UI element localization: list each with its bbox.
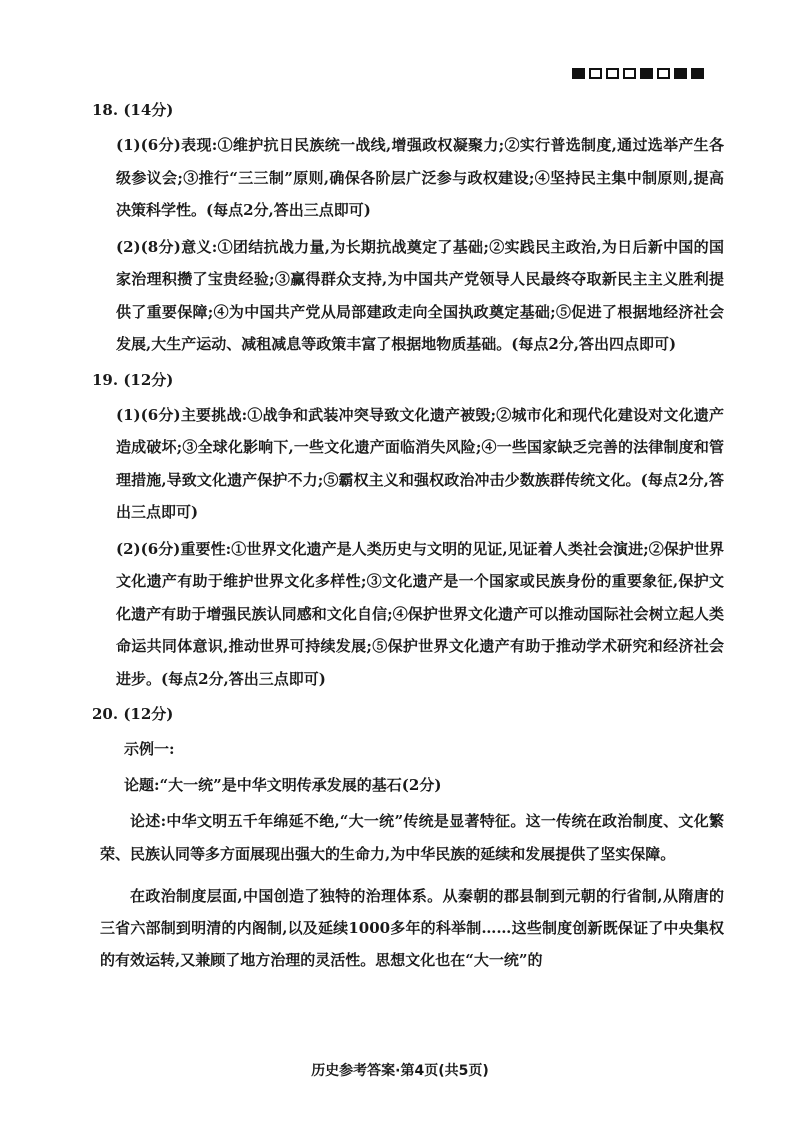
mark-1 <box>572 68 585 79</box>
q18-title: 18. (14分) <box>92 101 174 119</box>
q20-title: 20. (12分) <box>92 705 174 723</box>
mark-2 <box>589 68 602 79</box>
mark-6 <box>657 68 670 79</box>
mark-4 <box>623 68 636 79</box>
q18-part1: (1)(6分)表现:①维护抗日民族统一战线,增强政权凝聚力;②实行普选制度,通过选举产生各级参议会;③推行“三三制”原则,确保各阶层广泛参与政权建设;④坚持民主集中制原则,提高决策科学性。(每点2分,答出三点即可) <box>116 136 724 219</box>
q20-thesis: 论题:“大一统”是中华文明传承发展的基石(2分) <box>124 776 442 794</box>
q18-part2: (2)(8分)意义:①团结抗战力量,为长期抗战奠定了基础;②实践民主政治,为日后新中国的国家治理积攒了宝贵经验;③赢得群众支持,为中国共产党领导人民最终夺取新民主主义胜利提供了重要保障;④为中国共产党从局部建政走向全国执政奠定基础;⑤促进了根据地经济社会发展,大生产运动、减租减息等政策丰富了根据地物质基础。(每点2分,答出四点即可) <box>116 237 724 353</box>
q20-argument: 论述:中华文明五千年绵延不绝,“大一统”传统是显著特征。这一传统在政治制度、文化繁荣、民族认同等多方面展现出强大的生命力,为中华民族的延续和发展提供了坚实保障。 <box>100 812 724 863</box>
q20-example-label: 示例一: <box>124 740 175 758</box>
q20-body: 在政治制度层面,中国创造了独特的治理体系。从秦朝的郡县制到元朝的行省制,从隋唐的三省六部制到明清的内阁制,以及延续1000多年的科举制……这些制度创新既保证了中央集权的有效运转,又兼顾了地方治理的灵活性。思想文化也在“大一统”的 <box>100 887 724 969</box>
mark-5 <box>640 68 653 79</box>
mark-7 <box>674 68 687 79</box>
page-footer: 历史参考答案·第4页(共5页) <box>311 1063 489 1079</box>
answer-content <box>92 95 724 976</box>
q19-title: 19. (12分) <box>92 370 174 389</box>
q19-part2: (2)(6分)重要性:①世界文化遗产是人类历史与文明的见证,见证着人类社会演进;②保护世界文化遗产有助于维护世界文化多样性;③文化遗产是一个国家或民族身份的重要象征,保护文化遗产有助于增强民族认同感和文化自信;④保护世界文化遗产可以推动国际社会树立起人类命运共同体意识,推动世界可持续发展;⑤保护世界文化遗产有助于推动学术研究和经济社会进步。(每点2分,答出三点即可) <box>116 539 724 688</box>
mark-8 <box>691 68 704 79</box>
q19-part1: (1)(6分)主要挑战:①战争和武装冲突导致文化遗产被毁;②城市化和现代化建设对文化遗产造成破坏;③全球化影响下,一些文化遗产面临消失风险;④一些国家缺乏完善的法律制度和管理措施,导致文化遗产保护不力;⑤霸权主义和强权政治冲击少数族群传统文化。(每点2分,答出三点即可) <box>116 405 724 521</box>
mark-3 <box>606 68 619 79</box>
header-marks <box>572 68 704 79</box>
